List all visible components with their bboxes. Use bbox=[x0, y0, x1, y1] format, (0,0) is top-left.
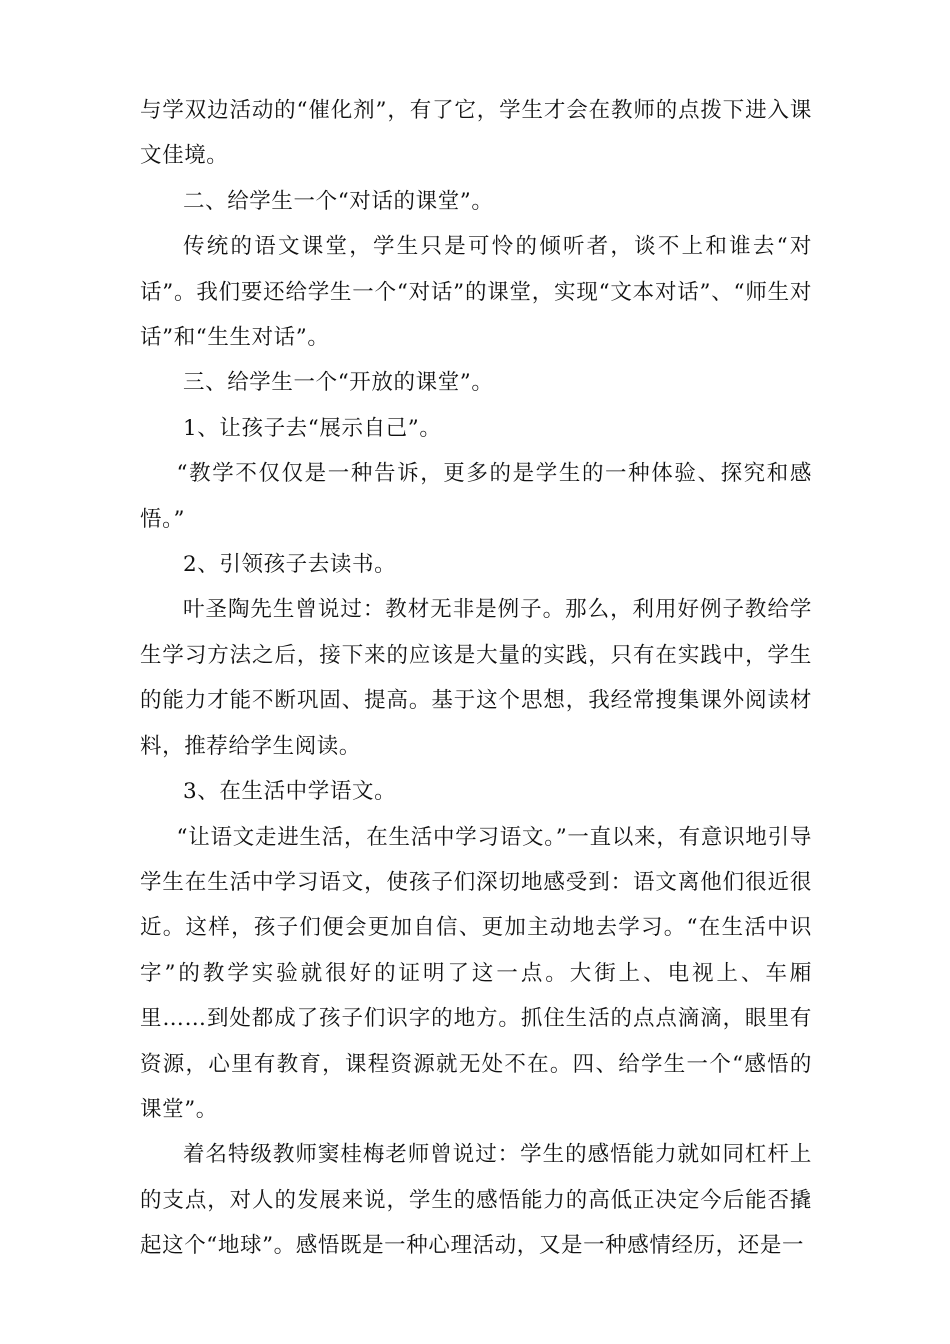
paragraph-dialogue: 传统的语文课堂，学生只是可怜的倾听者，谈不上和谁去“对话”。我们要还给学生一个“对话”的课堂，实现“文本对话”、“师生对话”和“生生对话”。 bbox=[140, 234, 812, 351]
paragraph-perception: 着名特级教师窦桂梅老师曾说过：学生的感悟能力就如同杠杆上的支点，对人的发展来说，学生的感悟能力的高低正决定今后能否撬起这个“地球”。感悟既是一种心理活动，又是一种感情经历，还是一 bbox=[140, 1142, 812, 1259]
document-page bbox=[140, 88, 812, 1269]
subheading-reading: 2、引领孩子去读书。 bbox=[183, 552, 397, 578]
heading-dialogue-classroom: 二、给学生一个“对话的课堂”。 bbox=[183, 188, 494, 214]
paragraph-life-learning: “让语文走进生活，在生活中学习语文。”一直以来，有意识地引导学生在生活中学习语文，使孩子们深切地感受到：语文离他们很近很近。这样，孩子们便会更加自信、更加主动地去学习。“在生活中识字”的教学实验就很好的证明了这一点。大街上、电视上、车厢里……到处都成了孩子们识字的地方。抓住生活的点点滴滴，眼里有资源，心里有教育，课程资源就无处不在。四、给学生一个“感悟的课堂”。 bbox=[140, 824, 812, 1122]
quote-teaching: “教学不仅仅是一种告诉，更多的是学生的一种体验、探究和感悟。” bbox=[140, 461, 812, 532]
paragraph-reading: 叶圣陶先生曾说过：教材无非是例子。那么，利用好例子教给学生学习方法之后，接下来的应该是大量的实践，只有在实践中，学生的能力才能不断巩固、提高。基于这个思想，我经常搜集课外阅读材料，推荐给学生阅读。 bbox=[140, 597, 812, 759]
heading-open-classroom: 三、给学生一个“开放的课堂”。 bbox=[183, 370, 494, 396]
subheading-show-yourself: 1、让孩子去“展示自己”。 bbox=[183, 415, 442, 441]
subheading-life-learning: 3、在生活中学语文。 bbox=[183, 779, 397, 805]
paragraph-1: 与学双边活动的“催化剂”，有了它，学生才会在教师的点拨下进入课文佳境。 bbox=[140, 98, 812, 169]
